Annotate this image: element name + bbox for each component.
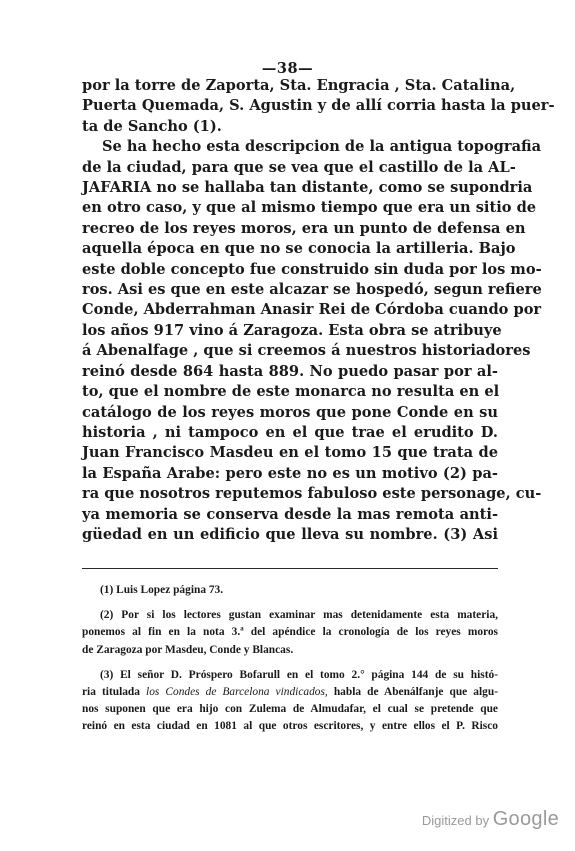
text-line: este doble concepto fue construido sin duda por los mo- xyxy=(82,260,542,278)
text-line: Se ha hecho esta descripcion de la antigua topografia xyxy=(102,138,542,156)
text-line: Conde, Abderrahman Anasir Rei de Córdoba cuando por xyxy=(82,301,542,319)
text-line: Juan Francisco Masdeu en el tomo 15 que trata de xyxy=(82,444,498,462)
text-line: por la torre de Zaporta, Sta. Engracia , Sta. Catalina, xyxy=(82,77,516,94)
footnote-line: de Zaragoza por Masdeu, Conde y Blancas. xyxy=(82,643,294,656)
digitized-watermark xyxy=(422,808,559,831)
watermark-prefix: Digitized by xyxy=(421,813,490,828)
text-line: Puerta Quemada, S. Agustin y de allí corria hasta la puer- xyxy=(82,97,555,115)
text-line: recreo de los reyes moros, era un punto de defensa en xyxy=(82,219,526,237)
footnote-2 xyxy=(82,607,498,659)
text-line: ros. Asi es que en este alcazar se hospedó, segun refiere xyxy=(82,281,542,299)
footnote-3 xyxy=(82,667,498,736)
footnote-line: reinó en esta ciudad en 1081 al que otros escritores, y entre ellos el P. Risco xyxy=(82,720,498,733)
footnote-1 xyxy=(82,582,498,599)
book-title: los Condes de Barcelona vindicados, xyxy=(146,686,328,699)
footnote-text: ria titulada xyxy=(82,686,140,699)
text-line: la España Arabe: pero este no es un motivo (2) pa- xyxy=(82,464,498,482)
footnote-line: (3) El señor D. Próspero Bofarull en el tomo 2.° página 144 de su histó- xyxy=(100,668,498,681)
text-line: ya memoria se conserva desde la mas remota anti- xyxy=(82,505,498,523)
text-line: los años 917 vino á Zaragoza. Esta obra se atribuye xyxy=(82,321,502,339)
footnote-divider xyxy=(82,568,498,569)
text-line: aquella época en que no se conocia la artilleria. Bajo xyxy=(82,240,516,258)
text-line: ta de Sancho (1). xyxy=(82,117,222,135)
footnotes xyxy=(82,582,498,744)
text-line: de la ciudad, para que se vea que el castillo de la AL- xyxy=(82,158,516,176)
footnote-line: ponemos al fin en la nota 3.ª del apéndice la cronología de los reyes moros xyxy=(82,626,498,639)
body-text xyxy=(82,76,555,545)
text-line: á Abenalfage , que si creemos á nuestros historiadores xyxy=(82,342,531,360)
text-line: ra que nosotros reputemos fabuloso este personage, cu- xyxy=(82,485,542,503)
footnote-line-mixed xyxy=(82,684,498,701)
text-line: historia , ni tampoco en el que trae el erudito D. xyxy=(82,423,498,441)
footnote-line: (1) Luis Lopez página 73. xyxy=(100,584,224,596)
text-line: en otro caso, y que al mismo tiempo que era un sitio de xyxy=(82,199,537,217)
text-line: JAFARIA no se hallaba tan distante, como se supondria xyxy=(82,179,533,197)
footnote-line: (2) Por si los lectores gustan examinar mas detenidamente esta materia, xyxy=(100,609,498,622)
footnote-text: habla de Abenálfanje que algu- xyxy=(333,686,498,699)
text-line: reinó desde 864 hasta 889. No puedo pasar por al- xyxy=(82,362,498,380)
page-number: —38— xyxy=(261,60,314,77)
text-line: güedad en un edificio que lleva su nombre. (3) Asi xyxy=(82,525,498,543)
text-line: catálogo de los reyes moros que pone Conde en su xyxy=(82,403,498,421)
footnote-line: nos suponen que era hijo con Zulema de Almudafar, el cual se pretende que xyxy=(82,703,498,716)
text-line: to, que el nombre de este monarca no resulta en el xyxy=(82,383,500,401)
google-logo: Google xyxy=(492,808,559,830)
